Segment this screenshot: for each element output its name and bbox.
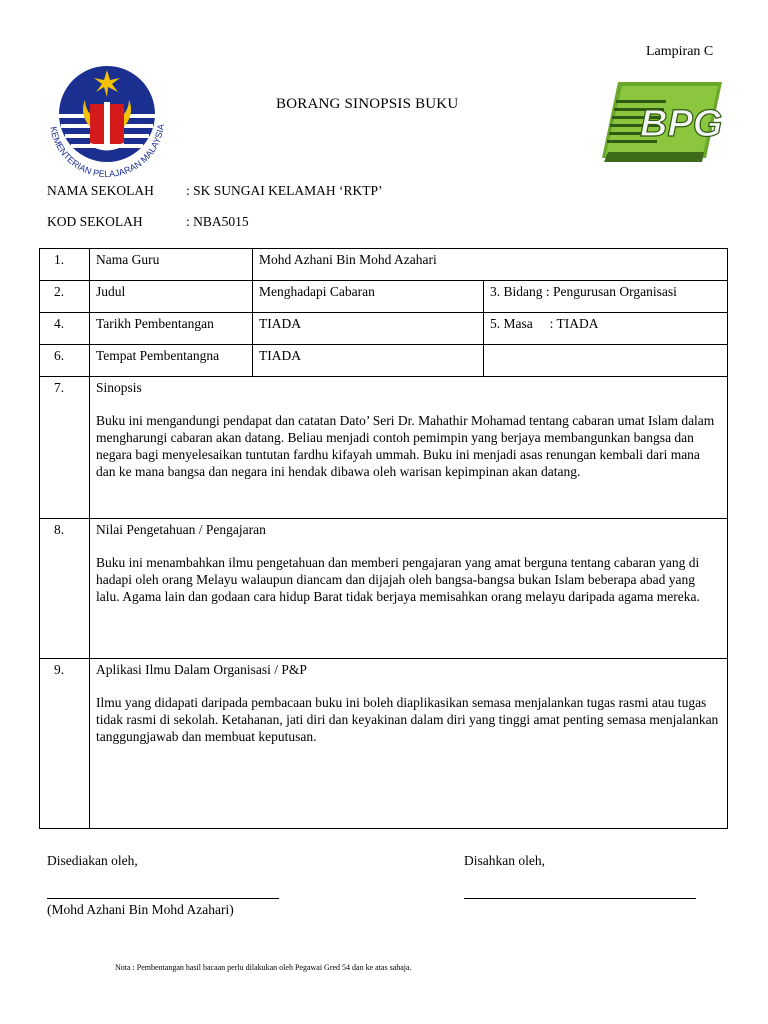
table-row [40,377,728,519]
synopsis-title: Sinopsis [96,380,142,395]
prepared-by-label: Disediakan oleh, [47,853,138,868]
presentation-place-value: TIADA [253,345,484,377]
teacher-name-value: Mohd Azhani Bin Mohd Azahari [253,249,728,281]
row-number: 6. [40,345,90,377]
knowledge-value-cell [90,519,728,659]
school-code-value: : NBA5015 [186,214,249,229]
table-row [40,659,728,829]
kpm-logo [40,62,174,178]
school-name-value: : SK SUNGAI KELAMAH ‘RKTP’ [186,183,383,198]
approved-by-label: Disahkan oleh, [464,853,545,868]
presentation-date-value: TIADA [253,313,484,345]
approved-signature-line [464,898,696,899]
table-row [40,519,728,659]
school-name-label: NAMA SEKOLAH [47,183,154,198]
time-cell: 5. Masa : TIADA [484,313,728,345]
table-row [40,249,728,281]
knowledge-value-body: Buku ini menambahkan ilmu pengetahuan dan memberi pengajaran yang amat berguna tentang cabaran yang di hadapi oleh orang Melayu walaupun diancam dan dijajah oleh bangsa-bangsa bukan Islam beberapa abad yang lalu. Agama lain dan godaan cara hidup Barat tidak berjaya memisahkan orang melayu daripada agama mereka. [96,555,700,604]
title-label: Judul [90,281,253,313]
empty-cell [484,345,728,377]
form-title: BORANG SINOPSIS BUKU [276,96,459,112]
bpg-logo [600,78,724,164]
application-cell [90,659,728,829]
synopsis-body: Buku ini mengandungi pendapat dan catatan Dato’ Seri Dr. Mahathir Mohamad tentang cabaran umat Islam dalam mengharungi cabaran akan datang. Beliau menjadi contoh pemimpin yang berjaya membangunkan bangsa dan negara bagi menyelesaikan tuntutan fardhu kifayah ummah. Buku ini menjadi asas renungan kembali dari mana dan ke mana bangsa dan negara ini hendak dibawa oleh warisan kepimpinan akan datang. [96,413,715,479]
book-title-value: Menghadapi Cabaran [253,281,484,313]
knowledge-value-title: Nilai Pengetahuan / Pengajaran [96,522,266,537]
presentation-date-label: Tarikh Pembentangan [90,313,253,345]
row-number: 1. [40,249,90,281]
row-number: 2. [40,281,90,313]
synopsis-cell [90,377,728,519]
svg-text:BPG: BPG [640,103,723,145]
prepared-signature-line [47,898,279,899]
table-row [40,281,728,313]
row-number: 7. [40,377,90,519]
table-row [40,345,728,377]
application-title: Aplikasi Ilmu Dalam Organisasi / P&P [96,662,307,677]
svg-text:KEMENTERIAN PELAJARAN MALAYSIA: KEMENTERIAN PELAJARAN MALAYSIA [48,123,166,178]
footnote: Nota : Pembentangan hasil bacaan perlu dilakukan oleh Pegawai Gred 54 dan ke atas sahaja. [115,963,412,972]
row-number: 8. [40,519,90,659]
field-area-cell: 3. Bidang : Pengurusan Organisasi [484,281,728,313]
table-row [40,313,728,345]
prepared-by-name: (Mohd Azhani Bin Mohd Azahari) [47,902,234,917]
synopsis-form-table [39,248,728,829]
lampiran-label: Lampiran C [646,44,714,59]
school-code-field [47,214,547,232]
row-number: 9. [40,659,90,829]
school-name-field [47,183,547,201]
application-body: Ilmu yang didapati daripada pembacaan buku ini boleh diaplikasikan semasa menjalankan tugas rasmi atau tugas tidak rasmi di sekolah. Ketahanan, jati diri dan keyakinan dalam diri yang tinggi amat penting semasa menjalankan tanggungjawab dan membuat keputusan. [96,695,719,744]
teacher-name-label: Nama Guru [90,249,253,281]
school-code-label: KOD SEKOLAH [47,214,143,229]
presentation-place-label: Tempat Pembentangna [90,345,253,377]
row-number: 4. [40,313,90,345]
